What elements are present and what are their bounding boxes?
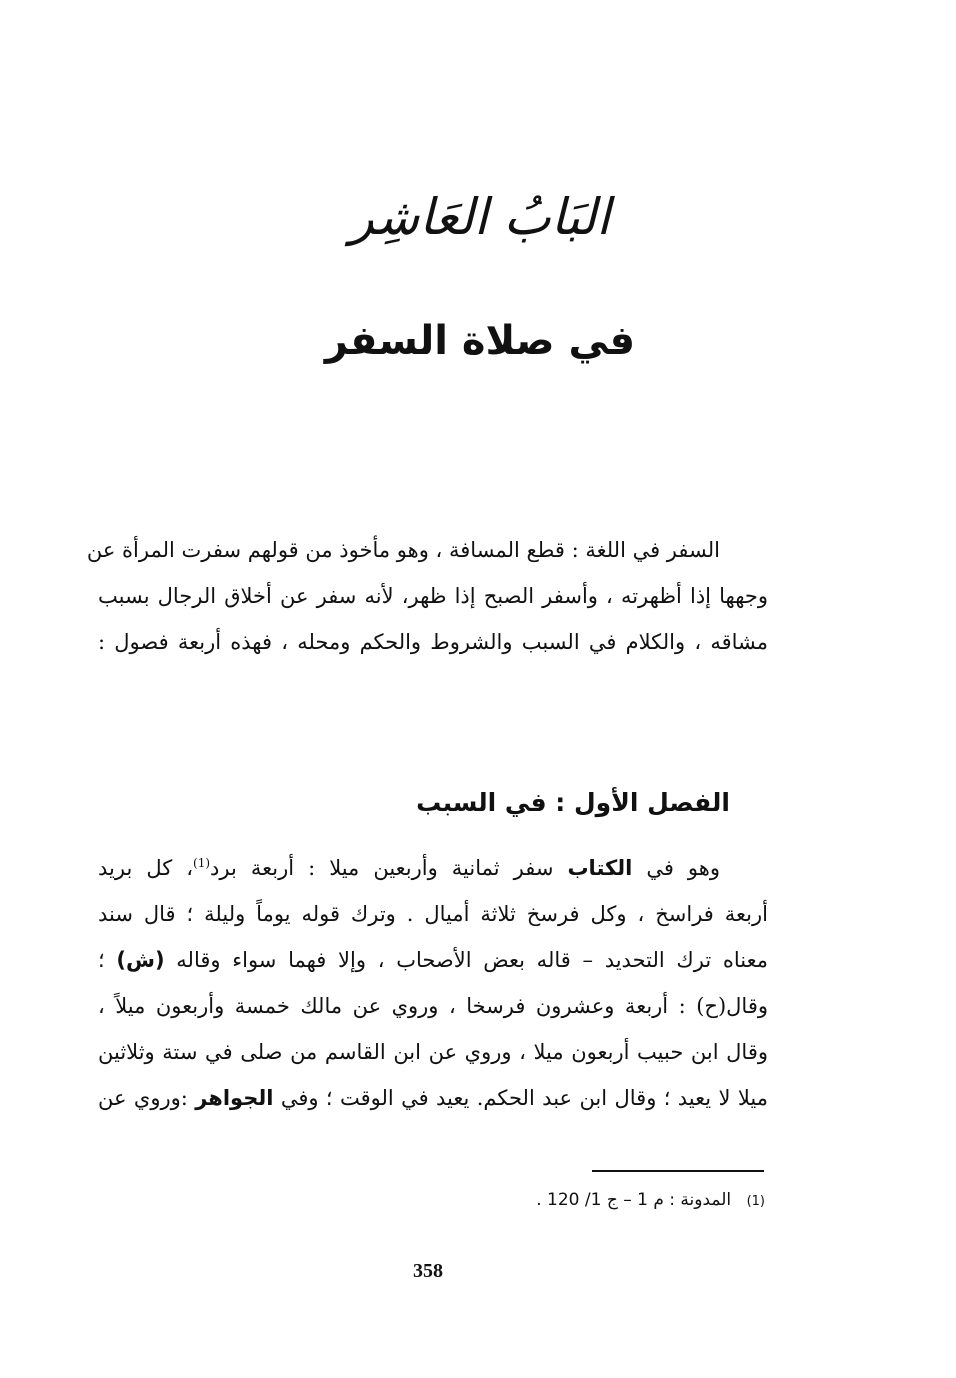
book-reference: الكتاب xyxy=(567,856,633,880)
intro-line: السفر في اللغة : قطع المسافة ، وهو مأخوذ من قولهم سفرت المرأة عن xyxy=(86,538,720,562)
body-line xyxy=(98,937,768,983)
body-line: وقال ابن حبيب أربعون ميلا ، وروي عن ابن القاسم من صلى في ستة وثلاثين xyxy=(98,1040,768,1064)
abbreviation-marker: (ح) xyxy=(696,994,727,1018)
footnote-number: (1) xyxy=(746,1194,765,1209)
body-text-segment: سفر ثمانية وأربعين ميلا : أربعة برد xyxy=(210,856,568,880)
footnote-divider xyxy=(592,1170,764,1172)
section-heading: الفصل الأول : في السبب xyxy=(416,788,730,817)
intro-paragraph xyxy=(86,527,768,665)
body-line xyxy=(98,1075,768,1121)
footnote-text: المدونة : م 1 – ج 1/ 120 . xyxy=(536,1190,732,1210)
book-reference: الجواهر xyxy=(195,1086,274,1110)
intro-line: مشاقه ، والكلام في السبب والشروط والحكم ومحله ، فهذه أربعة فصول : xyxy=(98,630,768,654)
body-line xyxy=(98,845,768,891)
body-text-segment: وقال xyxy=(726,994,768,1018)
intro-line: وجهها إذا أظهرته ، وأسفر الصبح إذا ظهر، لأنه سفر عن أخلاق الرجال بسبب xyxy=(98,584,768,608)
chapter-title: البَابُ العَاشِر xyxy=(349,188,611,246)
body-text-segment: ؛ xyxy=(98,948,117,972)
chapter-subtitle: في صلاة السفر xyxy=(324,318,636,364)
body-line xyxy=(98,983,768,1029)
footnote-marker: (1) xyxy=(193,856,211,870)
page-number: 358 xyxy=(413,1260,443,1282)
body-text-segment: وهو في xyxy=(632,856,720,880)
body-line: أربعة فراسخ ، وكل فرسخ ثلاثة أميال . وترك قوله يوماً وليلة ؛ قال سند xyxy=(98,902,768,926)
abbreviation-marker: (ش) xyxy=(116,948,165,972)
body-text-segment: ميلا لا يعيد ؛ وقال ابن عبد الحكم. يعيد في الوقت ؛ وفي xyxy=(273,1086,768,1110)
body-text-segment: معناه ترك التحديد – قاله بعض الأصحاب ، وإلا فهما سواء وقاله xyxy=(164,948,768,972)
body-text-segment: :وروي عن xyxy=(98,1086,196,1110)
body-text-segment: ، كل بريد xyxy=(98,856,194,880)
body-text-segment: : أربعة وعشرون فرسخا ، وروي عن مالك خمسة وأربعون ميلاً ، xyxy=(98,994,697,1018)
footnote xyxy=(440,1190,765,1210)
section-body xyxy=(98,845,768,1121)
